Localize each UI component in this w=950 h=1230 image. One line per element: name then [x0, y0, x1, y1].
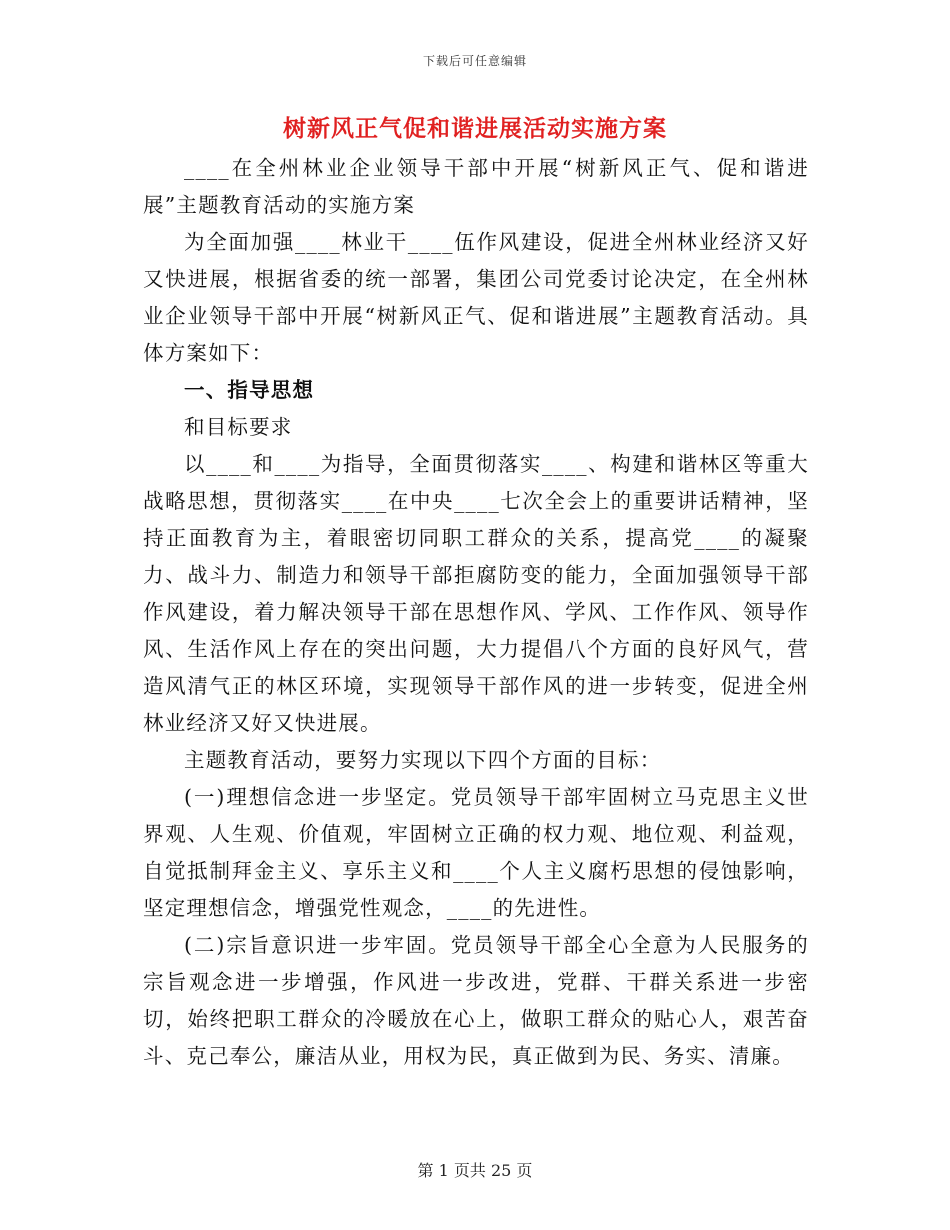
purpose-paragraph: 为全面加强____林业干____伍作风建设，促进全州林业经济又好又快进展，根据省委的统一部署，集团公司党委讨论决定，在全州林业企业领导干部中开展“树新风正气、促和谐进展”主题教育活动。具体方案如下：	[143, 230, 809, 365]
intro-paragraph: ____在全州林业企业领导干部中开展“树新风正气、促和谐进展”主题教育活动的实施方案	[143, 156, 809, 217]
section-heading: 一、指导思想	[184, 378, 315, 402]
document-title: 树新风正气促和谐进展活动实施方案	[283, 115, 667, 142]
goal-one-paragraph: (一)理想信念进一步坚定。党员领导干部牢固树立马克思主义世界观、人生观、价值观，牢固树立正确的权力观、地位观、利益观，自觉抵制拜金主义、享乐主义和____个人主义腐朽思想的侵蚀影响，坚定理想信念，增强党性观念，____的先进性。	[143, 785, 809, 920]
header-note: 下载后可任意编辑	[422, 54, 527, 68]
guiding-ideology-paragraph: 以____和____为指导，全面贯彻落实____、构建和谐林区等重大战略思想，贯彻落实____在中央____七次全会上的重要讲话精神，坚持正面教育为主，着眼密切同职工群众的关系，提高党____的凝聚力、战斗力、制造力和领导干部拒腐防变的能力，全面加强领导干部作风建设，着力解决领导干部在思想作风、学风、工作作风、领导作风、生活作风上存在的突出问题，大力提倡八个方面的良好风气，营造风清气正的林区环境，实现领导干部作风的进一步转变，促进全州林业经济又好又快进展。	[143, 452, 809, 735]
section-subheading: 和目标要求	[184, 415, 293, 439]
goal-two-paragraph: (二)宗旨意识进一步牢固。党员领导干部全心全意为人民服务的宗旨观念进一步增强，作风进一步改进，党群、干群关系进一步密切，始终把职工群众的冷暖放在心上，做职工群众的贴心人，艰苦奋斗、克己奉公，廉洁从业，用权为民，真正做到为民、务实、清廉。	[143, 933, 809, 1068]
goals-intro-paragraph: 主题教育活动，要努力实现以下四个方面的目标：	[184, 748, 662, 772]
page-number: 第 1 页共 25 页	[417, 1161, 533, 1180]
document-body	[143, 150, 809, 1075]
